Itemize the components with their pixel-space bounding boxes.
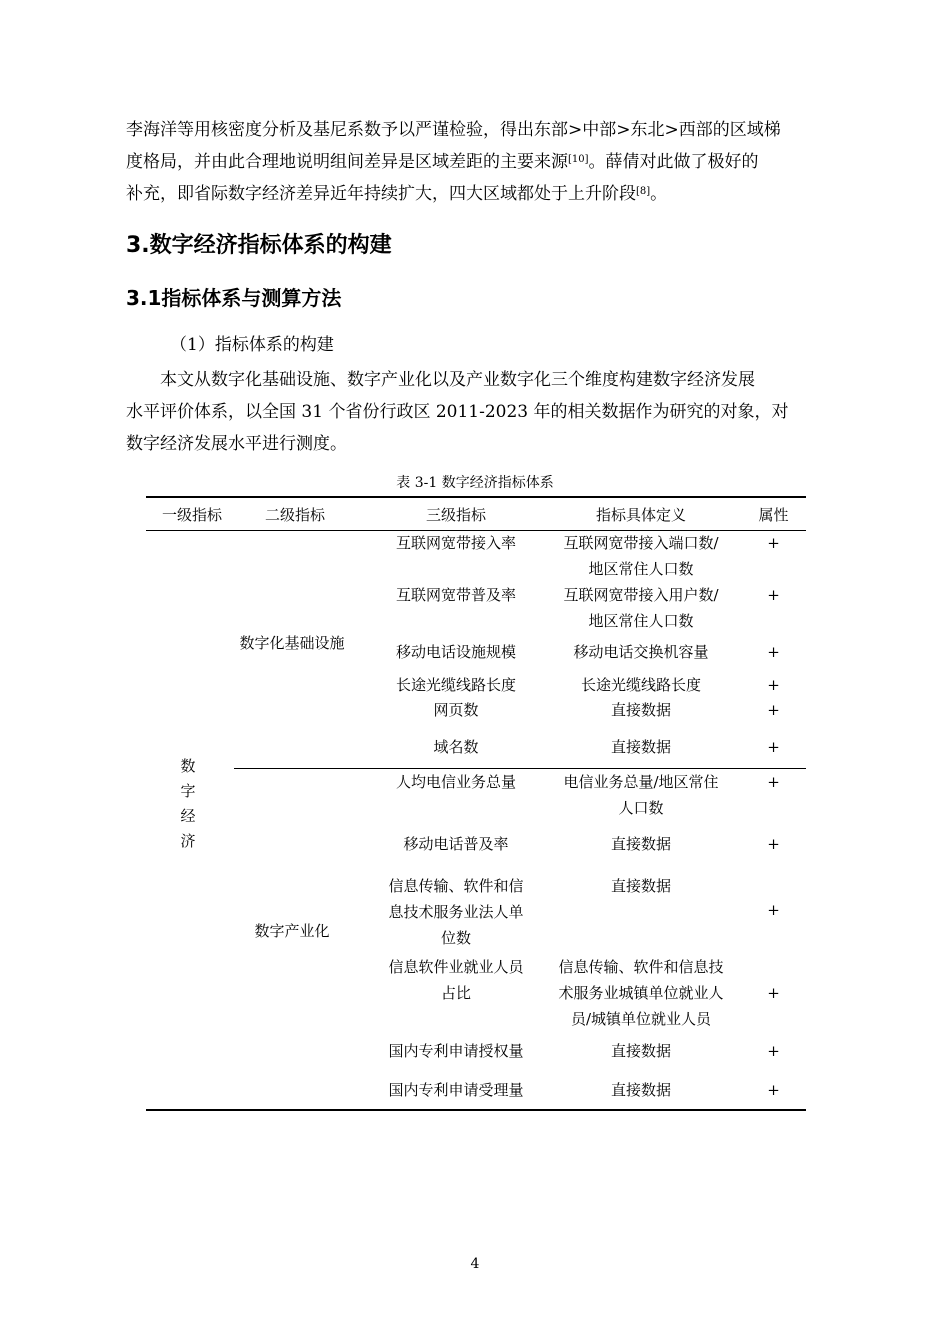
level2-digital-infrastructure: 数字化基础设施 [239, 634, 345, 652]
definition-cell-line: 直接数据 [610, 701, 671, 719]
level3-cell-line: 互联网宽带接入率 [395, 534, 516, 552]
definition-cell-line: 员/城镇单位就业人员 [570, 1010, 712, 1028]
section-heading: 3.数字经济指标体系的构建 [126, 233, 392, 258]
attribute-cell: + [767, 984, 780, 1002]
level3-cell [371, 831, 541, 857]
definition-cell-line: 地区常住人口数 [588, 612, 694, 630]
definition-cell [546, 734, 736, 760]
definition-cell [546, 769, 736, 821]
level3-cell-line: 信息软件业就业人员 [388, 958, 524, 976]
body-line-1: 本文从数字化基础设施、数字产业化以及产业数字化三个维度构建数字经济发展 [160, 370, 755, 390]
header-level3: 三级指标 [425, 506, 486, 524]
attribute-cell: + [767, 534, 780, 552]
definition-cell [546, 954, 736, 1032]
attribute-cell: + [767, 835, 780, 853]
subsection-heading: 3.1指标体系与测算方法 [126, 286, 342, 310]
level3-cell [371, 697, 541, 723]
header-level2: 二级指标 [264, 506, 325, 524]
item-heading: （1）指标体系的构建 [170, 335, 334, 355]
level3-cell [371, 530, 541, 556]
page-number: 4 [470, 1256, 480, 1272]
level3-cell [371, 1038, 541, 1064]
level3-cell-line: 网页数 [433, 701, 479, 719]
level3-cell [371, 1077, 541, 1103]
definition-cell-line: 地区常住人口数 [588, 560, 694, 578]
citation-8: [8] [636, 186, 651, 197]
level3-cell-line: 移动电话设施规模 [395, 643, 516, 661]
definition-cell [546, 639, 736, 665]
level3-cell-line: 长途光缆线路长度 [395, 676, 516, 694]
table-top-rule [146, 496, 806, 498]
level3-cell-line: 移动电话普及率 [403, 835, 509, 853]
intro-line-3-text: 补充，即省际数字经济差异近年持续扩大，四大区域都处于上升阶段 [126, 184, 636, 204]
definition-cell-line: 长途光缆线路长度 [580, 676, 701, 694]
attribute-cell: + [767, 1081, 780, 1099]
definition-cell-line: 术服务业城镇单位就业人 [558, 984, 724, 1002]
intro-line-1: 李海洋等用核密度分析及基尼系数予以严谨检验，得出东部>中部>东北>西部的区域梯 [126, 120, 781, 140]
header-definition: 指标具体定义 [595, 506, 686, 524]
level3-cell-line: 息技术服务业法人单 [388, 903, 524, 921]
attribute-cell: + [767, 643, 780, 661]
attribute-cell: + [767, 586, 780, 604]
definition-cell-line: 直接数据 [610, 877, 671, 895]
definition-cell-line: 移动电话交换机容量 [573, 643, 709, 661]
level3-cell-line: 域名数 [433, 738, 479, 756]
definition-cell-line: 电信业务总量/地区常住 [563, 773, 719, 791]
level1-char: 数 [180, 757, 196, 775]
indicator-table [146, 496, 806, 1112]
definition-cell [546, 831, 736, 857]
level3-cell [371, 769, 541, 795]
definition-cell-line: 信息传输、软件和信息技 [558, 958, 724, 976]
level3-cell-line: 人均电信业务总量 [395, 773, 516, 791]
definition-cell [546, 697, 736, 723]
header-level1: 一级指标 [161, 506, 222, 524]
definition-cell [546, 873, 736, 899]
attribute-cell: + [767, 738, 780, 756]
body-line-2: 水平评价体系，以全国 31 个省份行政区 2011-2023 年的相关数据作为研究的对象，对 [126, 402, 789, 422]
definition-cell-line: 互联网宽带接入端口数/ [563, 534, 719, 552]
level3-cell [371, 734, 541, 760]
definition-cell-line: 直接数据 [610, 738, 671, 756]
body-line-3: 数字经济发展水平进行测度。 [126, 434, 347, 454]
definition-cell-line: 互联网宽带接入用户数/ [563, 586, 719, 604]
level1-cell [168, 754, 208, 854]
level1-char: 济 [180, 832, 196, 850]
level3-cell [371, 639, 541, 665]
level3-cell [371, 954, 541, 1006]
intro-line-3 [126, 178, 838, 210]
level3-cell [371, 672, 541, 698]
intro-line-3-tail: 。 [650, 184, 668, 204]
intro-paragraph [126, 114, 838, 210]
definition-cell [546, 1077, 736, 1103]
level3-cell-line: 信息传输、软件和信 [388, 877, 524, 895]
level3-cell-line: 互联网宽带普及率 [395, 586, 516, 604]
level3-cell-line: 国内专利申请受理量 [388, 1081, 524, 1099]
definition-cell [546, 582, 736, 634]
attribute-cell: + [767, 773, 780, 791]
body-paragraph [126, 364, 838, 460]
level3-cell-line: 国内专利申请授权量 [388, 1042, 524, 1060]
definition-cell-line: 直接数据 [610, 835, 671, 853]
level2-digital-industrialization: 数字产业化 [254, 922, 330, 940]
attribute-cell: + [767, 676, 780, 694]
definition-cell-line: 直接数据 [610, 1081, 671, 1099]
intro-line-2 [126, 146, 838, 178]
definition-cell-line: 人口数 [618, 799, 664, 817]
definition-cell [546, 672, 736, 698]
definition-cell [546, 530, 736, 582]
citation-10: [10] [568, 154, 589, 165]
attribute-cell: + [767, 901, 780, 919]
level3-cell [371, 582, 541, 608]
intro-line-2-text: 度格局，并由此合理地说明组间差异是区域差距的主要来源 [126, 152, 568, 172]
level1-char: 经 [180, 807, 196, 825]
level1-char: 字 [180, 782, 196, 800]
header-attribute: 属性 [758, 506, 789, 524]
definition-cell [546, 1038, 736, 1064]
definition-cell-line: 直接数据 [610, 1042, 671, 1060]
attribute-cell: + [767, 1042, 780, 1060]
level3-cell-line: 位数 [440, 929, 471, 947]
intro-line-2-tail: 。薛倩对此做了极好的 [588, 152, 759, 172]
level3-cell [371, 873, 541, 951]
table-bottom-rule [146, 1109, 806, 1111]
attribute-cell: + [767, 701, 780, 719]
table-caption: 表 3-1 数字经济指标体系 [396, 475, 554, 491]
level3-cell-line: 占比 [440, 984, 471, 1002]
